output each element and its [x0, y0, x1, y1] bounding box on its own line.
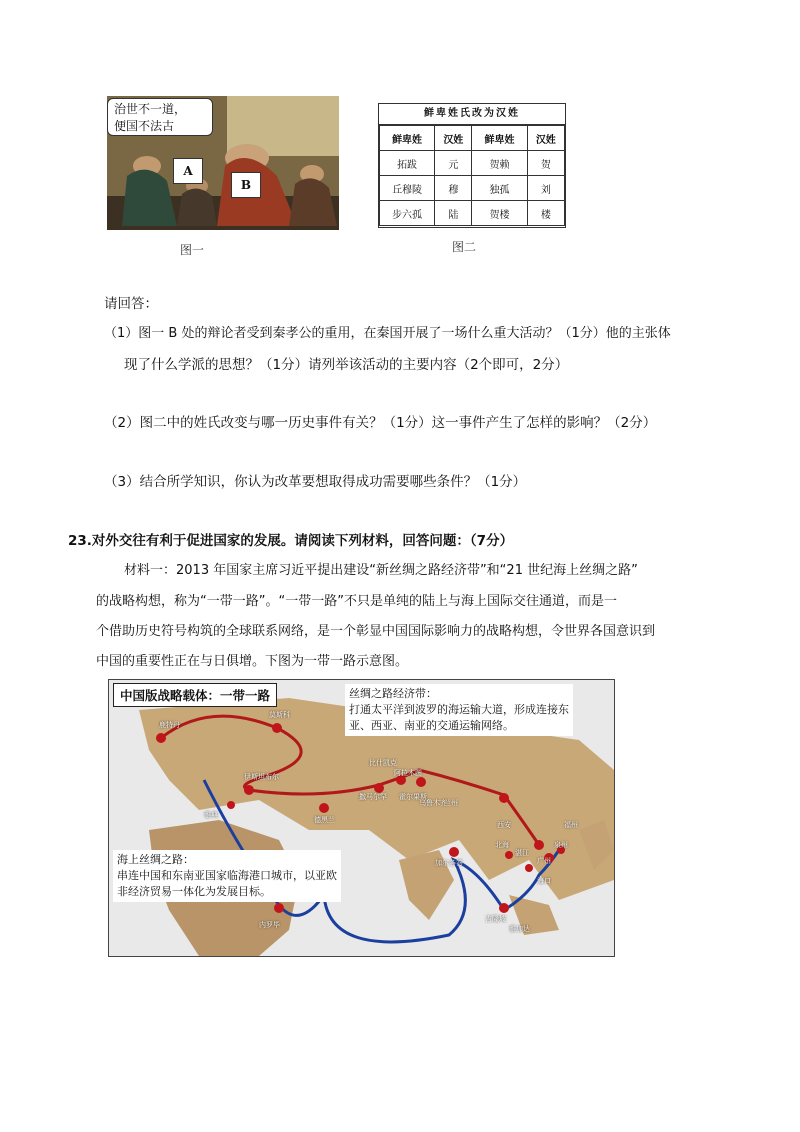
table-cell: 步六孤: [380, 201, 435, 226]
table-row: [380, 176, 565, 201]
material-line-3: 个借助历史符号构筑的全球联系网络，是一个彰显中国国际影响力的战略构想，令世界各国意识到: [96, 624, 656, 639]
header-cell: 汉姓: [435, 126, 472, 151]
city-label: 伊斯坦布尔: [244, 773, 279, 781]
material-line-1: 材料一：2013 年国家主席习近平提出建设“新丝绸之路经济带”和“21 世纪海上丝绸之路”: [124, 563, 638, 578]
question-1-line-2: 现了什么学派的思想？（1分）请列举该活动的主要内容（2个即可，2分）: [124, 357, 569, 373]
city-label: 兰州: [444, 799, 458, 807]
maritime-line-1: 串连中国和东南亚国家临海港口城市，以亚欧: [117, 869, 337, 882]
city-label: 乌鲁木齐: [419, 799, 447, 807]
table-row: [380, 201, 565, 226]
figure2-table: [378, 103, 566, 228]
table-cell: 陆: [435, 201, 472, 226]
question-2: （2）图二中的姓氏改变与哪一历史事件有关？（1分）这一事件产生了怎样的影响？（2分）: [104, 415, 657, 431]
figure2-title: 鲜卑姓氏改为汉姓: [379, 104, 565, 125]
city-label: 内罗毕: [259, 921, 280, 929]
map-title: 中国版战略载体：一带一路: [113, 683, 277, 707]
city-label: 加尔各答: [435, 859, 463, 867]
table-cell: 楼: [527, 201, 564, 226]
city-label: 撒马尔罕: [359, 793, 387, 801]
table-cell: 元: [435, 151, 472, 176]
question-1-line-1: （1）图一 B 处的辩论者受到秦孝公的重用，在秦国开展了一场什么重大活动？（1分）他的主张体: [104, 326, 671, 341]
silk-road-title: 丝绸之路经济带：: [349, 687, 437, 700]
header-cell: 鲜卑姓: [380, 126, 435, 151]
city-label: 阿拉木图: [394, 769, 422, 777]
city-label: 霍尔果斯: [399, 793, 427, 801]
table-cell: 贺赖: [472, 151, 527, 176]
city-label: 德黑兰: [314, 816, 335, 824]
header-cell: 鲜卑姓: [472, 126, 527, 151]
city-label: 比什凯克: [369, 759, 397, 767]
table-row: [380, 151, 565, 176]
label-b: B: [231, 172, 261, 198]
city-label: 北海: [495, 841, 509, 849]
figure1-illustration: [107, 96, 339, 230]
material-line-2: 的战略构想，称为“一带一路”。“一带一路”不只是单纯的陆上与海上国际交往通道，而是一: [96, 594, 617, 609]
table-cell: 拓跋: [380, 151, 435, 176]
silk-road-note: [345, 684, 573, 736]
silk-road-line-2: 亚、西亚、南亚的交通运输网络。: [349, 719, 514, 732]
questions-intro: 请回答：: [104, 296, 158, 312]
table-cell: 贺: [527, 151, 564, 176]
q23-heading: 对外交往有利于促进国家的发展。请阅读下列材料，回答问题：（7分）: [91, 533, 514, 549]
city-label: 海口: [537, 877, 551, 885]
surname-table: [379, 125, 565, 226]
silk-road-line-1: 打通太平洋到波罗的海运输大道，形成连接东: [349, 703, 569, 716]
figure2-caption: 图二: [452, 240, 477, 254]
table-header-row: [380, 126, 565, 151]
city-label: 广州: [537, 857, 551, 865]
maritime-road-note: [113, 850, 341, 902]
speech-line-1: 治世不一道，: [114, 102, 187, 116]
city-label: 西安: [497, 821, 511, 829]
city-label: 湛江: [515, 849, 529, 857]
city-label: 雅典: [204, 811, 218, 819]
q23-heading-row: [68, 531, 513, 551]
city-label: 雅加达: [509, 925, 530, 933]
speech-bubble: [107, 98, 213, 136]
question-3: （3）结合所学知识，你认为改革要想取得成功需要哪些条件？（1分）: [104, 474, 527, 490]
table-cell: 贺楼: [472, 201, 527, 226]
q23-number: 23.: [68, 533, 92, 549]
table-cell: 刘: [527, 176, 564, 201]
city-label: 吉隆坡: [485, 915, 506, 923]
city-label: 泉州: [554, 841, 568, 849]
city-label: 莫斯科: [269, 711, 290, 719]
figure1-caption: 图一: [180, 243, 205, 257]
speech-line-2: 便国不法古: [114, 119, 175, 133]
maritime-title: 海上丝绸之路：: [117, 853, 194, 866]
table-cell: 穆: [435, 176, 472, 201]
material-line-4: 中国的重要性正在与日俱增。下图为一带一路示意图。: [96, 654, 409, 669]
city-label: 鹿特丹: [159, 721, 180, 729]
city-label: 福州: [564, 821, 578, 829]
label-a: A: [173, 158, 203, 184]
table-cell: 丘穆陵: [380, 176, 435, 201]
header-cell: 汉姓: [527, 126, 564, 151]
belt-road-map: [108, 679, 615, 957]
maritime-line-2: 非经济贸易一体化为发展目标。: [117, 885, 271, 898]
table-cell: 独孤: [472, 176, 527, 201]
